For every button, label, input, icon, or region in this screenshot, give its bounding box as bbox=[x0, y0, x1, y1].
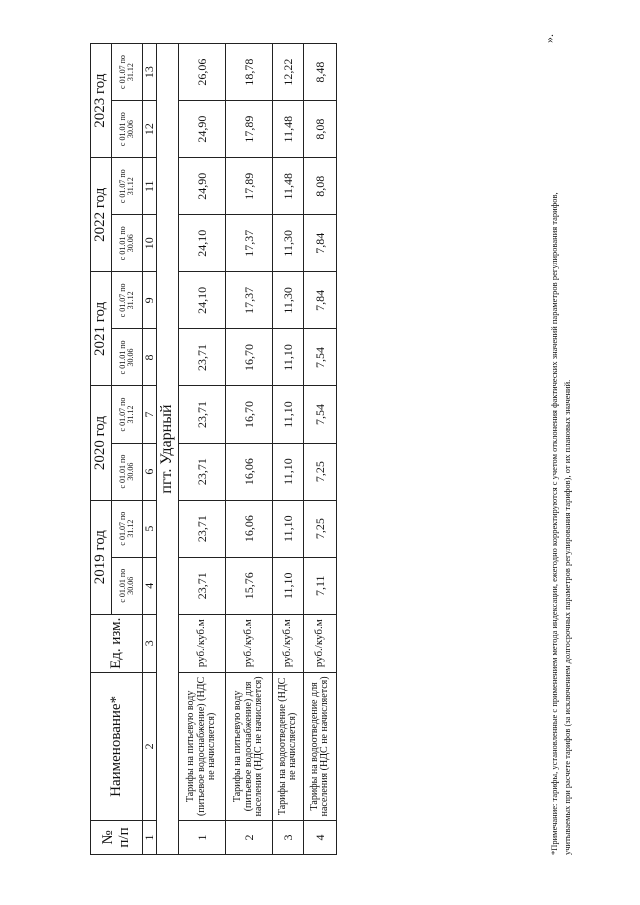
row-name: Тарифы на водоотведение (НДС не начисляется) bbox=[273, 672, 304, 820]
tariff-value: 17,89 bbox=[226, 158, 273, 215]
table-row bbox=[179, 44, 226, 855]
row-unit: руб./куб.м bbox=[179, 614, 226, 672]
row-unit: руб./куб.м bbox=[304, 614, 337, 672]
header-year-2022: 2022 год bbox=[91, 158, 112, 272]
section-title: пгт. Ударный bbox=[157, 44, 179, 855]
tariff-value: 7,25 bbox=[304, 443, 337, 500]
column-number: 8 bbox=[143, 329, 157, 386]
tariff-value: 11,48 bbox=[273, 101, 304, 158]
period-2023-h1: с 01.01 по 30.06 bbox=[112, 101, 143, 158]
column-number: 7 bbox=[143, 386, 157, 443]
tariff-value: 8,08 bbox=[304, 101, 337, 158]
tariff-value: 16,70 bbox=[226, 386, 273, 443]
tariff-value: 17,37 bbox=[226, 215, 273, 272]
header-name: Наименование* bbox=[91, 672, 143, 820]
tariff-value: 7,54 bbox=[304, 386, 337, 443]
tariff-value: 24,10 bbox=[179, 272, 226, 329]
row-number: 1 bbox=[179, 820, 226, 854]
row-number: 2 bbox=[226, 820, 273, 854]
tariff-value: 24,10 bbox=[179, 215, 226, 272]
period-2019-h2: с 01.07 по 31.12 bbox=[112, 500, 143, 557]
header-year-2019: 2019 год bbox=[91, 500, 112, 614]
period-2021-h2: с 01.07 по 31.12 bbox=[112, 272, 143, 329]
column-number: 5 bbox=[143, 500, 157, 557]
footnote-line: учитываемых при расчете тарифов (за исключением долгосрочных параметров регулирования тарифов), от их плановых значений. bbox=[561, 379, 572, 855]
tariff-value: 11,10 bbox=[273, 386, 304, 443]
tariff-value: 18,78 bbox=[226, 44, 273, 101]
tariff-value: 17,89 bbox=[226, 101, 273, 158]
tariff-value: 16,06 bbox=[226, 500, 273, 557]
table-row bbox=[273, 44, 304, 855]
column-number: 12 bbox=[143, 101, 157, 158]
column-number: 3 bbox=[143, 614, 157, 672]
tariff-value: 7,11 bbox=[304, 557, 337, 614]
tariff-value: 11,10 bbox=[273, 329, 304, 386]
tariff-value: 17,37 bbox=[226, 272, 273, 329]
tariff-value: 11,48 bbox=[273, 158, 304, 215]
row-name: Тарифы на питьевую воду (питьевое водоснабжение) (НДС не начисляется) bbox=[179, 672, 226, 820]
tariff-value: 7,25 bbox=[304, 500, 337, 557]
column-number: 10 bbox=[143, 215, 157, 272]
tariff-value: 23,71 bbox=[179, 329, 226, 386]
table-row bbox=[304, 44, 337, 855]
tariff-table bbox=[90, 43, 337, 855]
tariff-value: 11,10 bbox=[273, 443, 304, 500]
tariff-value: 16,06 bbox=[226, 443, 273, 500]
column-number: 1 bbox=[143, 820, 157, 854]
column-number: 13 bbox=[143, 44, 157, 101]
tariff-value: 26,06 bbox=[179, 44, 226, 101]
column-number: 11 bbox=[143, 158, 157, 215]
period-2023-h2: с 01.07 по 31.12 bbox=[112, 44, 143, 101]
tariff-value: 7,84 bbox=[304, 215, 337, 272]
section-row bbox=[157, 44, 179, 855]
tariff-value: 8,08 bbox=[304, 158, 337, 215]
tariff-value: 15,76 bbox=[226, 557, 273, 614]
tariff-value: 23,71 bbox=[179, 443, 226, 500]
table-row bbox=[226, 44, 273, 855]
period-2022-h2: с 01.07 по 31.12 bbox=[112, 158, 143, 215]
row-unit: руб./куб.м bbox=[273, 614, 304, 672]
period-2022-h1: с 01.01 по 30.06 bbox=[112, 215, 143, 272]
tariff-value: 11,30 bbox=[273, 272, 304, 329]
row-name: Тарифы на питьевую воду (питьевое водоснабжение) для населения (НДС не начисляется) bbox=[226, 672, 273, 820]
period-2021-h1: с 01.01 по 30.06 bbox=[112, 329, 143, 386]
column-number: 6 bbox=[143, 443, 157, 500]
tariff-value: 11,10 bbox=[273, 557, 304, 614]
tariff-value: 7,54 bbox=[304, 329, 337, 386]
tariff-value: 24,90 bbox=[179, 101, 226, 158]
row-number: 4 bbox=[304, 820, 337, 854]
tariff-value: 11,10 bbox=[273, 500, 304, 557]
header-unit: Ед. изм. bbox=[91, 614, 143, 672]
header-num: № п/п bbox=[91, 820, 143, 854]
period-2020-h1: с 01.01 по 30.06 bbox=[112, 443, 143, 500]
tariff-value: 12,22 bbox=[273, 44, 304, 101]
tariff-value: 16,70 bbox=[226, 329, 273, 386]
tariff-value: 24,90 bbox=[179, 158, 226, 215]
period-2019-h1: с 01.01 по 30.06 bbox=[112, 557, 143, 614]
tariff-value: 7,84 bbox=[304, 272, 337, 329]
column-number: 2 bbox=[143, 672, 157, 820]
period-2020-h2: с 01.07 по 31.12 bbox=[112, 386, 143, 443]
column-number-row bbox=[143, 44, 157, 855]
tariff-value: 8,48 bbox=[304, 44, 337, 101]
row-number: 3 bbox=[273, 820, 304, 854]
column-number: 4 bbox=[143, 557, 157, 614]
header-year-2020: 2020 год bbox=[91, 386, 112, 500]
header-year-2023: 2023 год bbox=[91, 44, 112, 158]
tariff-value: 11,30 bbox=[273, 215, 304, 272]
column-number: 9 bbox=[143, 272, 157, 329]
tariff-value: 23,71 bbox=[179, 500, 226, 557]
header-year-2021: 2021 год bbox=[91, 272, 112, 386]
tariff-value: 23,71 bbox=[179, 386, 226, 443]
tariff-value: 23,71 bbox=[179, 557, 226, 614]
row-name: Тарифы на водоотведение для населения (НДС не начисляется) bbox=[304, 672, 337, 820]
footnote bbox=[548, 15, 574, 855]
row-unit: руб./куб.м bbox=[226, 614, 273, 672]
footnote-line: *Примечание: тарифы, установленные с применением метода индексации, ежегодно корректируются с учетом отклонения фактических значений параметров регулирования тарифов, bbox=[549, 192, 559, 855]
closing-quote: ». bbox=[542, 34, 556, 43]
